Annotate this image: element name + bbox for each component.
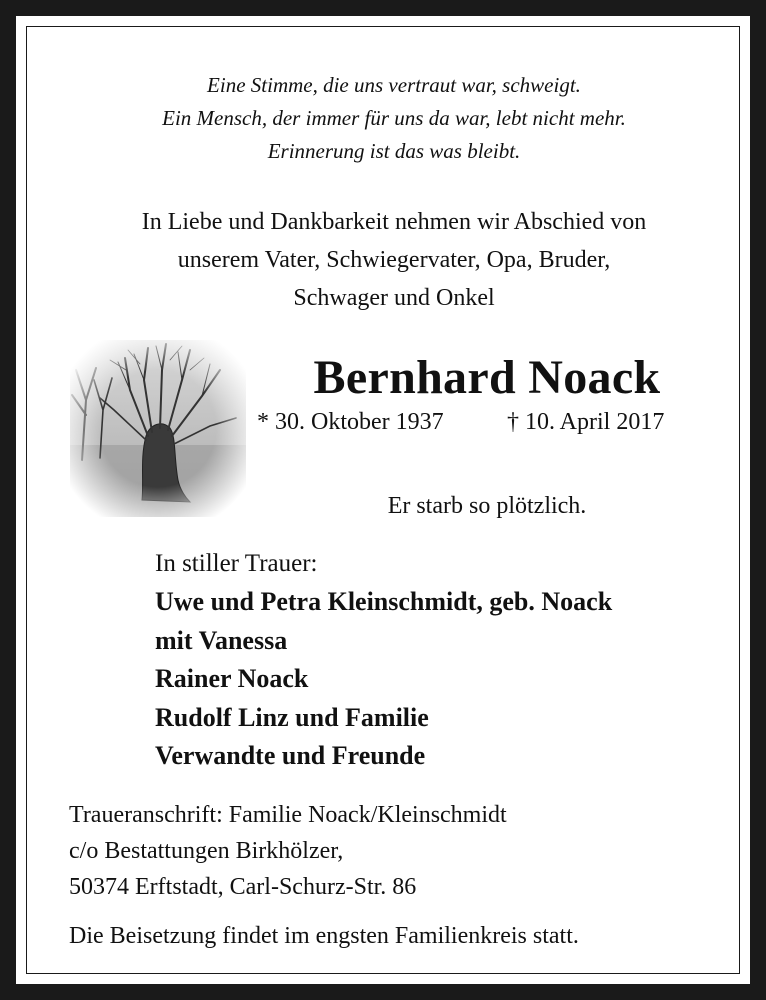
verse-line: Erinnerung ist das was bleibt.	[267, 139, 521, 163]
address-line: c/o Bestattungen Birkhölzer,	[69, 838, 344, 864]
deceased-name: Bernhard Noack	[313, 351, 661, 404]
mourner-name: Uwe und Petra Kleinschmidt, geb. Noack	[155, 587, 613, 616]
mourners-heading: In stiller Trauer:	[155, 550, 318, 577]
willow-tree-photo	[70, 340, 246, 517]
address-line: Traueranschrift: Familie Noack/Kleinschmidt	[69, 802, 507, 828]
intro-line: unserem Vater, Schwiegervater, Opa, Bruder,	[177, 247, 611, 273]
mourner-name: Rudolf Linz und Familie	[155, 702, 429, 732]
intro-line: In Liebe und Dankbarkeit nehmen wir Abschied von	[141, 209, 647, 235]
address-line: 50374 Erftstadt, Carl-Schurz-Str. 86	[69, 874, 417, 900]
funeral-note: Die Beisetzung findet im engsten Familienkreis statt.	[69, 923, 579, 949]
verse-line: Eine Stimme, die uns vertraut war, schweigt.	[207, 73, 581, 97]
obituary-inner-border	[26, 26, 740, 974]
birth-date: * 30. Oktober 1937	[257, 409, 444, 435]
mourners-list	[155, 583, 612, 776]
verse-line: Ein Mensch, der immer für uns da war, lebt nicht mehr.	[162, 106, 626, 130]
farewell-intro	[27, 203, 761, 317]
death-note: Er starb so plötzlich.	[387, 493, 587, 519]
mourning-address	[69, 797, 507, 905]
mourner-name: Verwandte und Freunde	[155, 741, 426, 770]
memorial-verse	[27, 69, 761, 168]
mourner-name: mit Vanessa	[155, 625, 288, 655]
death-date: † 10. April 2017	[507, 409, 665, 435]
mourner-name: Rainer Noack	[155, 664, 309, 693]
intro-line: Schwager und Onkel	[293, 285, 495, 311]
